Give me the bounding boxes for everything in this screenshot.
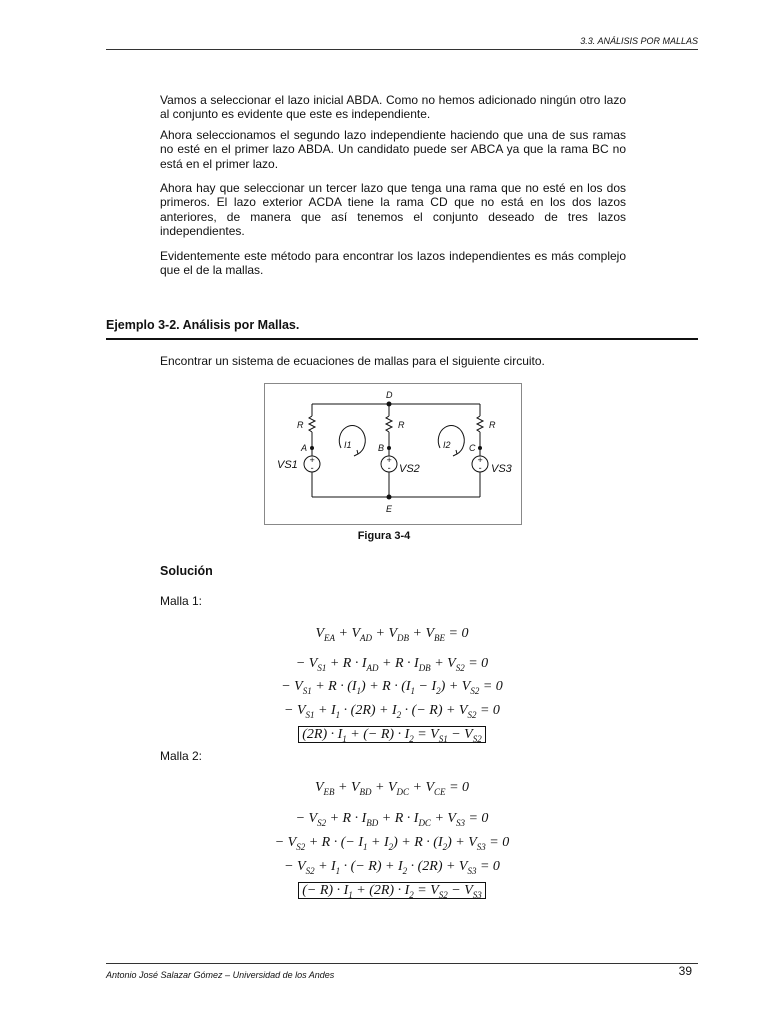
example-rule: [106, 338, 698, 340]
node-a-label: A: [301, 443, 308, 453]
circuit-diagram: [265, 384, 521, 524]
vs1-minus: -: [310, 463, 314, 473]
paragraph-1: Vamos a seleccionar el lazo inicial ABDA. Como no hemos adicionado ningún otro lazo al conjunto es evidente que este es independiente.: [160, 93, 626, 122]
equation-mesh1-step3: − $V_{S1} + I_1 \cdot (2R) + I_2$ · (− $R) + V_{S2} = 0$: [284, 703, 500, 720]
node-e-label: E: [386, 504, 393, 514]
equation-mesh1-result: $(2R) \cdot I_1$ + (− $R) \cdot I_2 = V_{S1} - V_{S2}$: [0, 727, 768, 744]
vs1-plus: +: [309, 455, 315, 465]
node-c-label: C: [469, 443, 476, 453]
equation-mesh2-result: (− $R) \cdot I_1 + (2R) \cdot I_2 = V_{S2} - V_{S3}$: [0, 883, 768, 900]
source-vs3-label: VS3: [491, 463, 512, 475]
vs3-plus: +: [477, 455, 483, 465]
footer-rule: [106, 963, 698, 964]
equation-mesh1-kvl: $V_{EA} + V_{AD} + V_{DB} + V_{BE} = 0$: [315, 626, 469, 643]
resistor-2-label: R: [398, 420, 405, 430]
equation-mesh2-step3: − $V_{S2} + I_1$ · (− $R) + I_2 \cdot (2R) + V_{S3} = 0$: [284, 859, 500, 876]
mesh2-label: Malla 2:: [160, 749, 203, 763]
node-d-label: D: [386, 390, 393, 400]
resistor-3-label: R: [489, 420, 496, 430]
vs2-plus: +: [386, 455, 392, 465]
current-i2-label: I2: [443, 440, 451, 450]
paragraph-2: Ahora seleccionamos el segundo lazo independiente haciendo que una de sus ramas no esté en el primer lazo ABDA. Un candidato puede ser ABCA ya que la rama BC no está en el primer lazo.: [160, 128, 626, 171]
source-vs2-label: VS2: [399, 463, 420, 475]
page-number: 39: [678, 964, 692, 978]
circuit-figure: [264, 383, 522, 525]
source-vs1-label: VS1: [277, 459, 298, 471]
node-b-label: B: [378, 443, 385, 453]
equation-mesh2-step2: − $V_{S2} + R$ · (− $I_1 + I_2) + R \cdot (I_2) + V_{S3} = 0$: [274, 835, 510, 852]
example-intro: Encontrar un sistema de ecuaciones de mallas para el siguiente circuito.: [160, 354, 545, 368]
current-i1-label: I1: [344, 440, 352, 450]
equation-mesh1-step2: − $V_{S1} + R \cdot (I_1) + R \cdot (I_1 - I_2) + V_{S2} = 0$: [281, 679, 503, 696]
resistor-1-label: R: [297, 420, 304, 430]
equation-mesh2-kvl: $V_{EB} + V_{BD} + V_{DC} + V_{CE} = 0$: [314, 780, 470, 797]
vs3-minus: -: [478, 463, 482, 473]
running-header: 3.3. ANÁLISIS POR MALLAS: [580, 36, 698, 46]
header-rule: [106, 49, 698, 50]
equation-mesh1-step1: − $V_{S1} + R \cdot I_{AD} + R \cdot I_{DB} + V_{S2} = 0$: [295, 656, 489, 673]
footer-author: Antonio José Salazar Gómez – Universidad de los Andes: [106, 970, 335, 980]
example-title: Ejemplo 3-2. Análisis por Mallas.: [106, 318, 300, 332]
vs2-minus: -: [387, 463, 391, 473]
figure-caption: Figura 3-4: [357, 530, 411, 542]
solution-heading: Solución: [160, 564, 213, 578]
paragraph-4: Evidentemente este método para encontrar los lazos independientes es más complejo que el de la mallas.: [160, 249, 626, 278]
mesh1-label: Malla 1:: [160, 594, 203, 608]
paragraph-3: Ahora hay que seleccionar un tercer lazo que tenga una rama que no esté en los dos primeros. El lazo exterior ACDA tiene la rama CD que no está en los dos lazos anteriores, de manera que así tenemos el conjunto deseado de tres lazos independientes.: [160, 181, 626, 238]
equation-mesh2-step1: − $V_{S2} + R \cdot I_{BD} + R \cdot I_{DC} + V_{S3} = 0$: [295, 811, 489, 828]
